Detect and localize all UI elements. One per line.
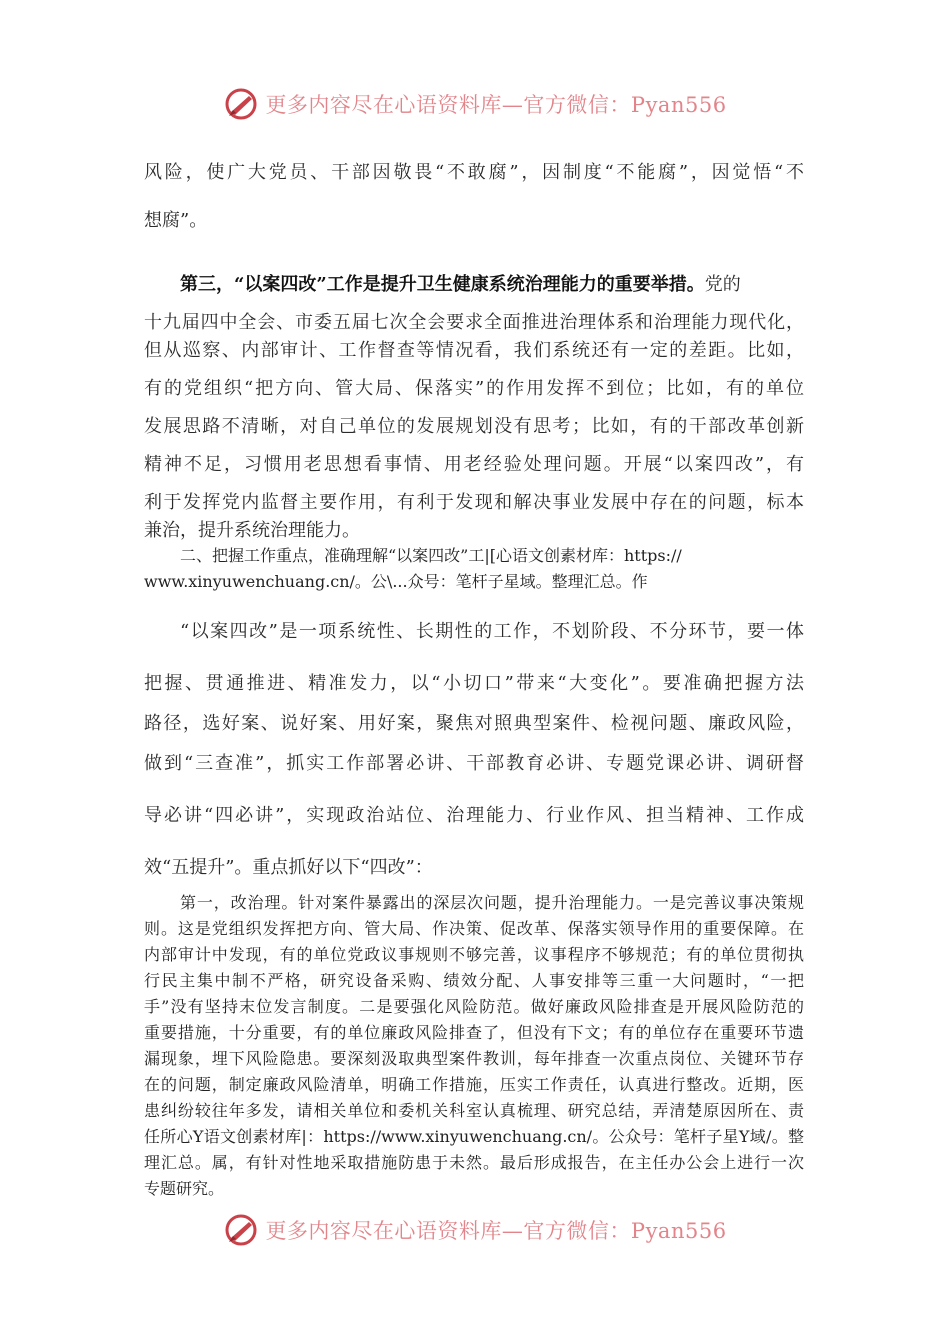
text-line: 在的问题，制定廉政风险清单，明确工作措施，压实工作责任，认真进行整改。近期，医: [144, 1075, 804, 1094]
text-run: 党的: [704, 274, 741, 295]
paragraph-1: [144, 158, 804, 232]
banner-text: 更多内容尽在心语资料库—官方微信：Pyan556: [265, 93, 727, 117]
text-line: 专题研究。: [144, 1179, 225, 1198]
header-banner: [0, 84, 950, 124]
text-line: 内部审计中发现，有的单位党政议事规则不够完善，议事程序不够规范；有的单位贯彻执: [144, 945, 804, 964]
paragraph-2: [144, 270, 804, 542]
text-line: 风险，使广大党员、干部因敬畏“不敢腐”，因制度“不能腐”，因觉悟“不: [144, 162, 804, 183]
text-line: 漏现象，埋下风险隐患。要深刻汲取典型案件教训，每年排查一次重点岗位、关键环节存: [144, 1049, 804, 1068]
text-line: 十九届四中全会、市委五届七次全会要求全面推进治理体系和治理能力现代化，: [144, 312, 804, 333]
text-line: 但从巡察、内部审计、工作督查等情况看，我们系统还有一定的差距。比如，: [144, 340, 804, 361]
text-line: 则。这是党组织发挥把方向、管大局、作决策、促改革、保落实领导作用的重要保障。在: [144, 919, 804, 938]
text-line: [144, 270, 804, 296]
text-line: 重要措施，十分重要，有的单位廉政风险排查了，但没有下文；有的单位存在重要环节遗: [144, 1023, 804, 1042]
text-line: 行民主集中制不严格，研究设备采购、绩效分配、人事安排等三重一大问题时，“一把: [144, 971, 804, 990]
text-line: 理汇总。属，有针对性地采取措施防患于未然。最后形成报告，在主任办公会上进行一次: [144, 1153, 804, 1172]
pen-logo-icon: [223, 86, 259, 122]
text-line: 利于发挥党内监督主要作用，有利于发现和解决事业发展中存在的问题，标本: [144, 492, 804, 513]
text-line: 患纠纷较往年多发，请相关单位和委机关科室认真梳理、研究总结，弄清楚原因所在、责: [144, 1101, 804, 1120]
paragraph-4: [144, 890, 804, 1202]
footer-banner: [0, 1210, 950, 1250]
text-line: 任所心Y语文创素材库|：https://www.xinyuwenchuang.cn/。公众号：笔杆子星Y域/。整: [144, 1127, 804, 1146]
text-line: 精神不足，习惯用老思想看事情、用老经验处理问题。开展“以案四改”，有: [144, 454, 804, 475]
text-line: 想腐”。: [144, 210, 208, 231]
banner-text: 更多内容尽在心语资料库—官方微信：Pyan556: [265, 1219, 727, 1243]
text-line: “以案四改”是一项系统性、长期性的工作，不划阶段、不分环节，要一体: [180, 621, 804, 642]
text-line: 手”没有坚持末位发言制度。二是要强化风险防范。做好廉政风险排查是开展风险防范的: [144, 997, 804, 1016]
section-heading-2: [144, 543, 804, 595]
text-line: 有的党组织“把方向、管大局、保落实”的作用发挥不到位；比如，有的单位: [144, 378, 804, 399]
pen-logo-icon: [223, 1212, 259, 1248]
text-line: 发展思路不清晰，对自己单位的发展规划没有思考；比如，有的干部改革创新: [144, 416, 804, 437]
text-line: 二、把握工作重点，准确理解“以案四改”工|[心语文创素材库：https://: [180, 546, 682, 565]
text-line: 把握、贯通推进、精准发力，以“小切口”带来“大变化”。要准确把握方法: [144, 673, 804, 694]
text-line: 导必讲“四必讲”，实现政治站位、治理能力、行业作风、担当精神、工作成: [144, 805, 804, 826]
text-line: 兼治，提升系统治理能力。: [144, 520, 360, 541]
bold-lead: 第三，“以案四改”工作是提升卫生健康系统治理能力的重要举措。: [180, 274, 705, 295]
text-line: www.xinyuwenchuang.cn/。公\...众号：笔杆子星域。整理汇总。作: [144, 572, 648, 591]
text-line: 第一，改治理。针对案件暴露出的深层次问题，提升治理能力。一是完善议事决策规: [180, 893, 804, 912]
text-line: 做到“三查准”，抓实工作部署必讲、干部教育必讲、专题党课必讲、调研督: [144, 753, 804, 774]
text-line: 效“五提升”。重点抓好以下“四改”：: [144, 857, 433, 878]
paragraph-3: [144, 617, 804, 879]
text-line: 路径，选好案、说好案、用好案，聚焦对照典型案件、检视问题、廉政风险，: [144, 713, 804, 734]
